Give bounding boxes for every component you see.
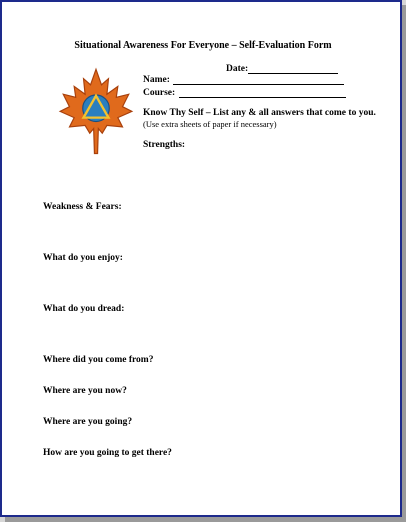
course-field[interactable] (179, 97, 346, 98)
name-field[interactable] (173, 84, 344, 85)
page-shadow-bottom (5, 517, 406, 522)
course-label: Course: (143, 88, 176, 98)
question-strengths: Strengths: (143, 140, 186, 150)
question-dread: What do you dread: (43, 304, 125, 314)
question-going: Where are you going? (43, 417, 133, 427)
instruction-sub: (Use extra sheets of paper if necessary) (143, 119, 277, 129)
page-shadow-right (402, 5, 406, 522)
question-come-from: Where did you come from? (43, 355, 154, 365)
date-field[interactable] (248, 73, 338, 74)
date-label: Date: (226, 64, 249, 74)
question-enjoy: What do you enjoy: (43, 253, 123, 263)
form-title: Situational Awareness For Everyone – Self-Evaluation Form (74, 40, 332, 51)
maple-leaf-logo (57, 66, 135, 156)
question-weakness-fears: Weakness & Fears: (43, 202, 122, 212)
question-get-there: How are you going to get there? (43, 448, 172, 458)
instruction-main: Know Thy Self – List any & all answers that come to you. (143, 108, 376, 118)
name-label: Name: (143, 75, 170, 85)
question-now: Where are you now? (43, 386, 127, 396)
